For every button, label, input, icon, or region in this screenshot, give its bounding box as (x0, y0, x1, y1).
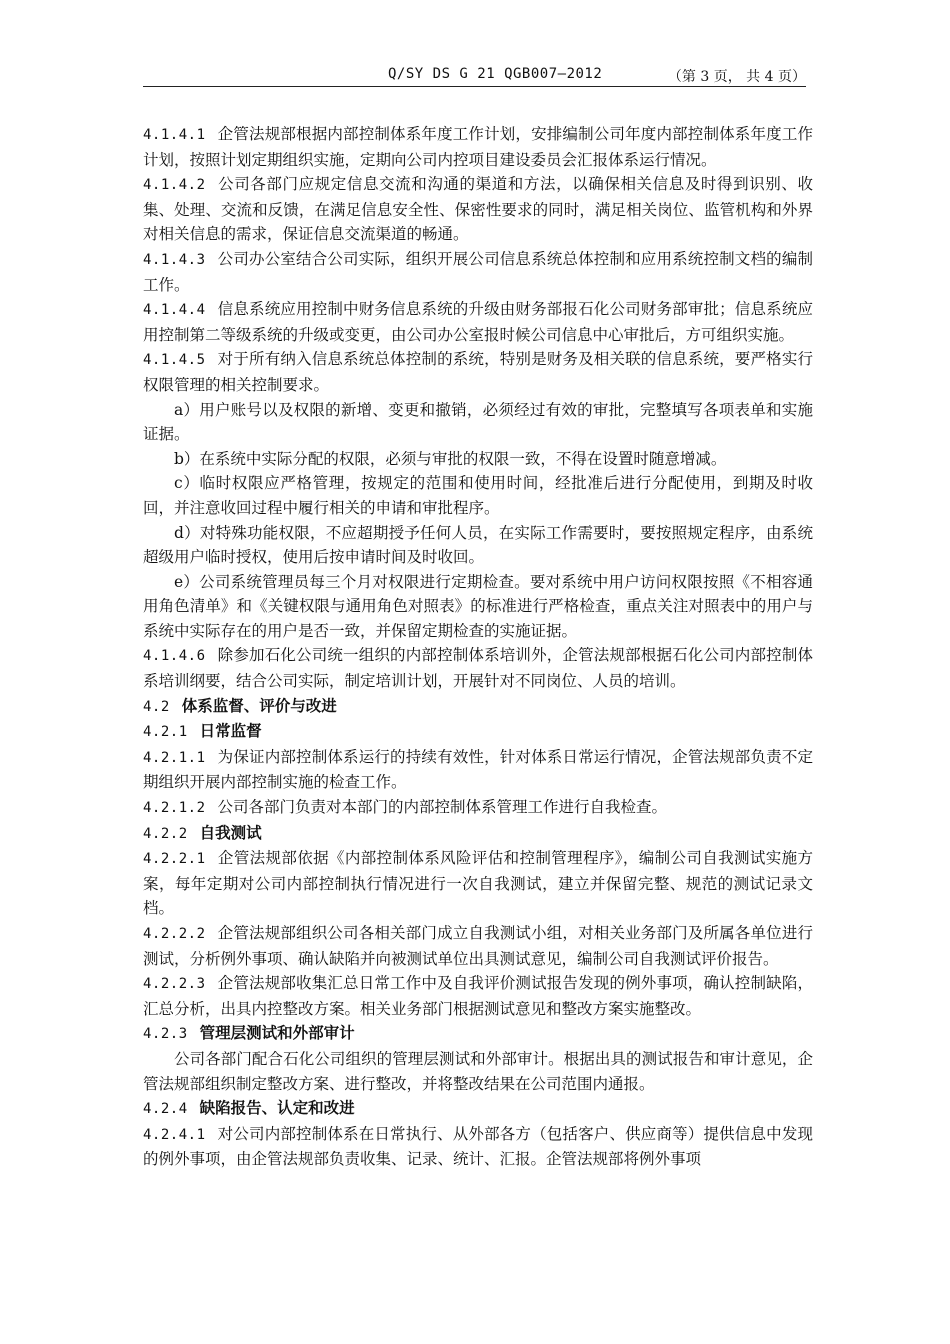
paragraph-text: 企管法规部组织公司各相关部门成立自我测试小组，对相关业务部门及所属各单位进行测试，分析例外事项、确认缺陷并向被测试单位出具测试意见，编制公司自我测试评价报告。 (143, 924, 813, 968)
clause-number: 4.2.2.3 (143, 976, 206, 993)
clause-number: 4.2.2.2 (143, 926, 206, 942)
page-number-info: （第 3 页， 共 4 页） (667, 69, 806, 85)
paragraph (143, 846, 813, 921)
paragraph (143, 795, 813, 821)
paragraph (143, 347, 813, 397)
clause-number: 4.2.1.2 (143, 800, 206, 817)
heading-title: 缺陷报告、认定和改进 (199, 1099, 355, 1118)
page-header (143, 64, 806, 87)
paragraph-text: 企管法规部收集汇总日常工作中及自我评价测试报告发现的例外事项，确认控制缺陷，汇总分析，出具内控整改方案。相关业务部门根据测试意见和整改方案实施整改。 (143, 974, 813, 1018)
paragraph (143, 247, 813, 297)
paragraph-text: d）对特殊功能权限，不应超期授予任何人员，在实际工作需要时，要按照规定程序，由系统超级用户临时授权，使用后按申请时间及时收回。 (143, 523, 813, 567)
section-heading (143, 719, 813, 745)
section-heading (143, 821, 813, 847)
paragraph (143, 570, 813, 644)
paragraph-text: 公司各部门配合石化公司组织的管理层测试和外部审计。根据出具的测试报告和审计意见，企管法规部组织制定整改方案、进行整改，并将整改结果在公司范围内通报。 (143, 1049, 813, 1093)
paragraph (143, 921, 813, 971)
paragraph-text: b）在系统中实际分配的权限，必须与审批的权限一致，不得在设置时随意增减。 (174, 449, 727, 468)
paragraph (143, 297, 813, 347)
clause-number: 4.1.4.2 (143, 177, 206, 194)
paragraph-text: 对于所有纳入信息系统总体控制的系统，特别是财务及相关联的信息系统，要严格实行权限管理的相关控制要求。 (143, 350, 813, 394)
clause-number: 4.2.4 (143, 1101, 188, 1118)
paragraph-text: 信息系统应用控制中财务信息系统的升级由财务部报石化公司财务部审批；信息系统应用控制第二等级系统的升级或变更，由公司办公室报时候公司信息中心审批后，方可组织实施。 (143, 300, 813, 344)
paragraph-text: e）公司系统管理员每三个月对权限进行定期检查。要对系统中用户访问权限按照《不相容通用角色清单》和《关键权限与通用角色对照表》的标准进行严格检查，重点关注对照表中的用户与系统中实际存在的用户是否一致，并保留定期检查的实施证据。 (143, 572, 813, 640)
clause-number: 4.2.2 (143, 825, 188, 842)
paragraph-text: 企管法规部根据内部控制体系年度工作计划，安排编制公司年度内部控制体系年度工作计划，按照计划定期组织实施，定期向公司内控项目建设委员会汇报体系运行情况。 (143, 125, 813, 169)
paragraph (143, 1122, 813, 1172)
paragraph (143, 643, 813, 693)
section-heading (143, 694, 813, 720)
clause-number: 4.1.4.5 (143, 352, 206, 369)
paragraph-text: 企管法规部依据《内部控制体系风险评估和控制管理程序》，编制公司自我测试实施方案，每年定期对公司内部控制执行情况进行一次自我测试，建立并保留完整、规范的测试记录文档。 (143, 849, 813, 918)
paragraph (143, 122, 813, 172)
clause-number: 4.2.1 (143, 724, 188, 741)
paragraph (143, 745, 813, 795)
paragraph-text: 除参加石化公司统一组织的内部控制体系培训外，企管法规部根据石化公司内部控制体系培训纲要，结合公司实际，制定培训计划，开展针对不同岗位、人员的培训。 (143, 646, 813, 691)
clause-number: 4.1.4.6 (143, 648, 206, 665)
document-code: Q/SY DS G 21 QGB007—2012 (388, 66, 603, 82)
section-heading (143, 1096, 813, 1122)
paragraph-text: 公司各部门应规定信息交流和沟通的渠道和方法，以确保相关信息及时得到识别、收集、处理、交流和反馈，在满足信息安全性、保密性要求的同时，满足相关岗位、监管机构和外界对相关信息的需求，保证信息交流渠道的畅通。 (143, 175, 813, 244)
paragraph-text: 公司办公室结合公司实际，组织开展公司信息系统总体控制和应用系统控制文档的编制工作。 (143, 249, 813, 294)
clause-number: 4.1.4.4 (143, 302, 206, 319)
paragraph (143, 447, 813, 472)
paragraph (143, 971, 813, 1021)
paragraph-text: a）用户账号以及权限的新增、变更和撤销，必须经过有效的审批，完整填写各项表单和实施证据。 (143, 400, 813, 444)
clause-number: 4.2.2.1 (143, 851, 206, 868)
clause-number: 4.2.3 (143, 1026, 188, 1043)
paragraph-text: 对公司内部控制体系在日常执行、从外部各方（包括客户、供应商等）提供信息中发现的例外事项，由企管法规部负责收集、记录、统计、汇报。企管法规部将例外事项 (143, 1124, 813, 1169)
heading-title: 自我测试 (199, 823, 262, 842)
heading-title: 体系监督、评价与改进 (181, 696, 337, 715)
document-body (143, 122, 813, 1172)
paragraph (143, 398, 813, 447)
paragraph (143, 1047, 813, 1096)
clause-number: 4.1.4.1 (143, 127, 206, 143)
paragraph-text: 为保证内部控制体系运行的持续有效性，针对体系日常运行情况，企管法规部负责不定期组织开展内部控制实施的检查工作。 (143, 747, 813, 792)
clause-number: 4.2.4.1 (143, 1126, 206, 1143)
paragraph-text: c）临时权限应严格管理，按规定的范围和使用时间，经批准后进行分配使用，到期及时收回，并注意收回过程中履行相关的申请和审批程序。 (143, 474, 813, 517)
paragraph-text: 公司各部门负责对本部门的内部控制体系管理工作进行自我检查。 (217, 798, 668, 817)
clause-number: 4.1.4.3 (143, 251, 206, 268)
clause-number: 4.2 (143, 698, 170, 715)
clause-number: 4.2.1.1 (143, 749, 206, 766)
section-heading (143, 1021, 813, 1047)
heading-title: 管理层测试和外部审计 (199, 1024, 355, 1043)
heading-title: 日常监督 (199, 722, 262, 741)
paragraph (143, 521, 813, 570)
paragraph (143, 172, 813, 247)
paragraph (143, 471, 813, 520)
